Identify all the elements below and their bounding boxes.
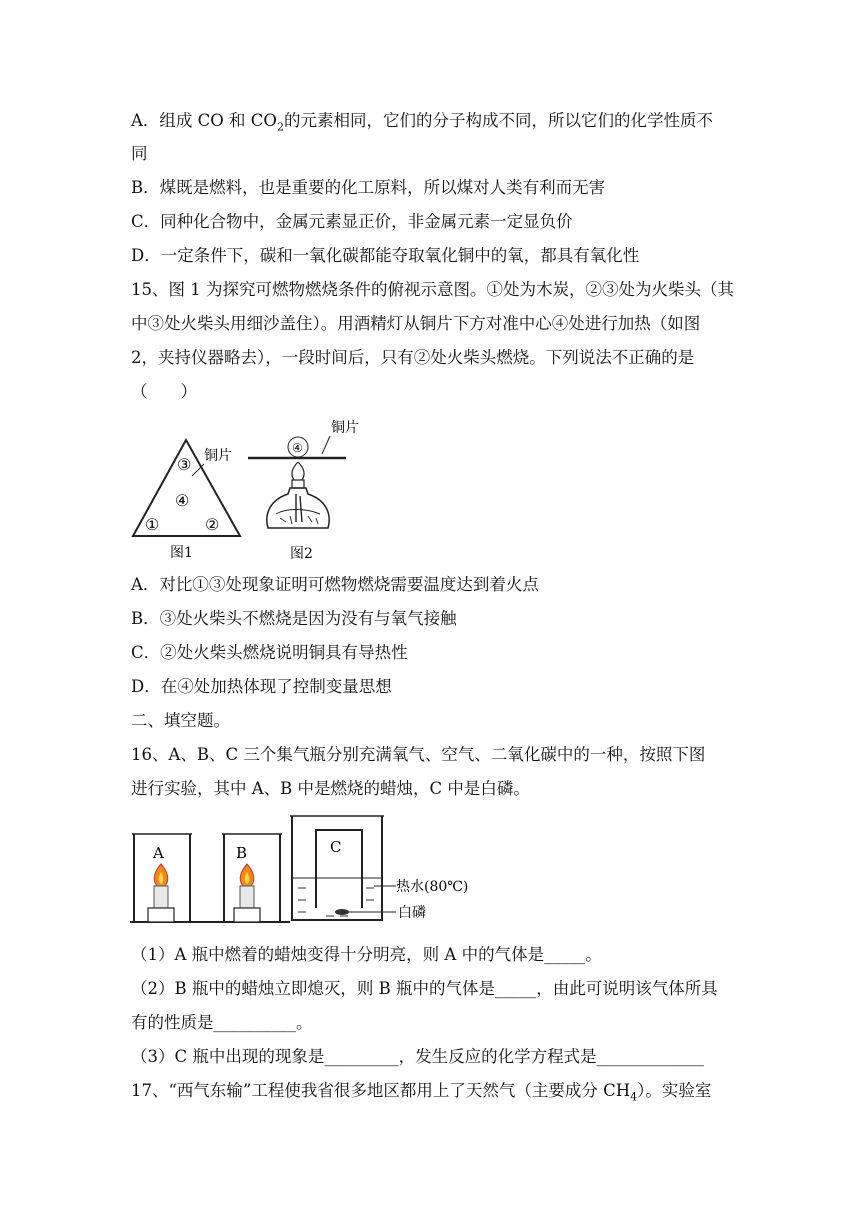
fig1-point-1: ① [145,515,160,534]
fig2-copper-label: 铜片 [331,420,359,436]
q15-stem-line4: （ ） [131,382,197,401]
q15-option-a: A．对比①③处现象证明可燃物燃烧需要温度达到着火点 [131,575,539,594]
hot-water-label: 热水(80℃) [396,879,469,895]
q14-option-d: D．一定条件下，碳和一氧化碳都能夺取氧化铜中的氧，都具有氧化性 [131,246,640,265]
q14-option-b: B．煤既是燃料，也是重要的化工原料，所以煤对人类有利而无害 [131,178,606,197]
q15-option-b: B．③处火柴头不燃烧是因为没有与氧气接触 [131,609,457,628]
fig1-copper-label: 铜片 [204,448,232,464]
q14-option-a-line2: 同 [131,144,148,163]
fig1-point-2: ② [205,515,220,534]
fig1-point-4: ④ [175,491,190,510]
q16-subquestion-1: （1）A 瓶中燃着的蜡烛变得十分明亮，则 A 中的气体是_____。 [131,945,602,964]
fig1-point-3: ③ [177,455,192,474]
q16-figure [130,812,530,932]
q16-subquestion-2-line2: 有的性质是__________。 [131,1013,313,1032]
q15-stem-line2: 中③处火柴头用细沙盖住）。用酒精灯从铜片下方对准中心④处进行加热（如图 [131,314,701,333]
q16-stem-line1: 16、A、B、C 三个集气瓶分别充满氧气、空气、二氧化碳中的一种，按照下图 [131,745,706,764]
white-phosphorus-label: 白磷 [398,905,426,921]
q14-option-c: C．同种化合物中，金属元素显正价，非金属元素一定显负价 [131,212,573,231]
q16-subquestion-2-line1: （2）B 瓶中的蜡烛立即熄灭，则 B 瓶中的气体是_____，由此可说明该气体所具 [131,979,718,998]
q14-option-a-line1: A．组成 CO 和 $CO_2$的元素相同，它们的分子构成不同，所以它们的化学性质不 [131,111,713,134]
bottle-c-label: C [330,838,342,856]
fig1-caption: 图1 [170,545,193,561]
q15-option-d: D．在④处加热体现了控制变量思想 [131,677,392,696]
q15-option-c: C．②处火柴头燃烧说明铜具有导热性 [131,643,408,662]
q15-stem-line1: 15、图 1 为探究可燃物燃烧条件的俯视示意图。①处为木炭，②③处为火柴头（其 [131,280,734,299]
bottle-b-label: B [236,844,248,862]
q16-subquestion-3: （3）C 瓶中出现的现象是_________，发生反应的化学方程式是_____________ [131,1047,704,1066]
q15-figure-1 [130,418,245,563]
q15-figure-2 [246,410,366,562]
q17-stem-line1: 17、“西气东输”工程使我省很多地区都用上了天然气（主要成分 $CH_4$）。实验室 [131,1081,712,1104]
q16-stem-line2: 进行实验，其中 A、B 中是燃烧的蜡烛，C 中是白磷。 [131,779,530,798]
section-heading-fill-in: 二、填空题。 [131,711,230,730]
fig2-point-4: ④ [292,441,303,455]
bottle-a-label: A [153,844,164,862]
fig2-caption: 图2 [290,546,313,562]
q15-stem-line3: 2，夹持仪器略去），一段时间后，只有②处火柴头燃烧。下列说法不正确的是 [131,348,695,367]
